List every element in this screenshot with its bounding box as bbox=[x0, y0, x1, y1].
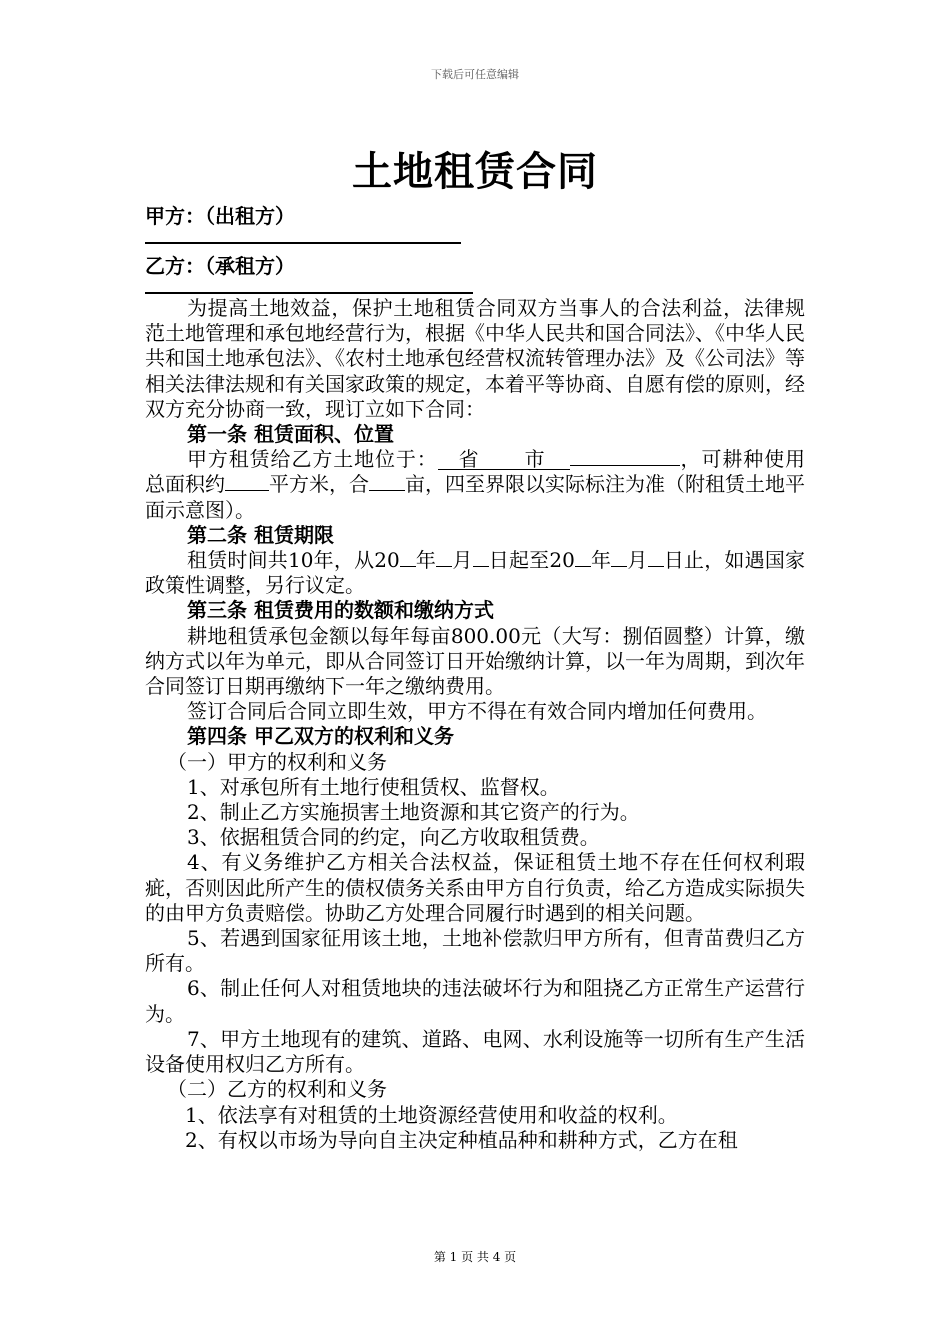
article-4-a-item: 7、甲方土地现有的建筑、道路、电网、水利设施等一切所有生产生活设备使用权归乙方所有。 bbox=[145, 1026, 805, 1077]
blank-end-day bbox=[648, 566, 664, 567]
article-4-a-item: 5、若遇到国家征用该土地，土地补偿款归甲方所有，但青苗费归乙方所有。 bbox=[145, 926, 805, 976]
blank-end-month bbox=[611, 566, 627, 567]
article-2-text-part: 年 bbox=[415, 548, 437, 573]
article-1-text-part: 甲方租赁给乙方土地位于： bbox=[187, 447, 438, 472]
article-2-text-part: 20 bbox=[374, 548, 400, 573]
article-1-heading: 第一条 租赁面积、位置 bbox=[187, 422, 394, 447]
article-4-subsection-a: （一）甲方的权利和义务 bbox=[167, 749, 387, 774]
article-4-b-item: 2、有权以市场为导向自主决定种植品种和耕种方式，乙方在租 bbox=[185, 1127, 738, 1152]
article-2-text-part: 日起至 bbox=[488, 548, 550, 573]
party-a-label: 甲方：（出租方） bbox=[145, 204, 295, 228]
article-4-heading: 第四条 甲乙双方的权利和义务 bbox=[187, 724, 454, 749]
article-4-a-item: 6、制止任何人对租赁地块的违法破坏行为和阻挠乙方正常生产运营行为。 bbox=[145, 976, 805, 1026]
article-2-text-part: 租赁时间共 bbox=[187, 548, 289, 573]
lease-years: 10 bbox=[288, 548, 314, 573]
preamble: 为提高土地效益，保护土地租赁合同双方当事人的合法利益，法律规范土地管理和承包地经营行为，根据《中华人民共和国合同法》、《中华人民共和国土地承包法》、《农村土地承包经营权流转管理办法》及《公司法》等相关法律法规和有关国家政策的规定，本着平等协商、自愿有偿的原则，经双方充分协商一致，现订立如下合同： bbox=[145, 296, 805, 421]
article-3-paragraph-1 bbox=[145, 624, 805, 700]
article-2-text-part: 年，从 bbox=[313, 548, 375, 573]
article-2-text-part: 年 bbox=[590, 548, 612, 573]
header-note: 下载后可任意编辑 bbox=[431, 68, 519, 81]
article-2-heading: 第二条 租赁期限 bbox=[187, 522, 334, 547]
article-1-text bbox=[145, 447, 805, 523]
article-2-text-part: 月 bbox=[452, 548, 473, 573]
article-2-text bbox=[145, 548, 805, 598]
article-4-subsection-b: （二）乙方的权利和义务 bbox=[167, 1077, 387, 1102]
contract-body bbox=[145, 296, 805, 1153]
article-4-b-item: 1、依法享有对租赁的土地资源经营使用和收益的权利。 bbox=[185, 1102, 678, 1127]
article-2-text-part: 月 bbox=[627, 548, 648, 573]
blank-start-year bbox=[400, 566, 416, 567]
blank-city: 市 bbox=[500, 449, 570, 470]
rent-amount: 800.00 bbox=[450, 623, 521, 648]
document-title: 土地租赁合同 bbox=[352, 149, 598, 195]
article-1-text-part: ，可耕种使用总面积约 bbox=[145, 447, 806, 497]
article-1-text-part: 亩，四至界限以实际标注为准（附租赁土地平面示意图）。 bbox=[145, 472, 805, 522]
article-4-a-item: 2、制止乙方实施损害土地资源和其它资产的行为。 bbox=[187, 800, 640, 825]
article-4-a-item: 4、有义务维护乙方相关合法权益，保证租赁土地不存在任何权利瑕疵，否则因此所产生的债权债务关系由甲方自行负责，给乙方造成实际损失的由甲方负责赔偿。协助乙方处理合同履行时遇到的相关问题。 bbox=[145, 850, 805, 925]
party-b-label: 乙方：（承租方） bbox=[145, 254, 295, 278]
blank-province: 省 bbox=[438, 449, 500, 470]
blank-start-month bbox=[436, 566, 452, 567]
article-2-text-part: 日止，如遇国家政策性调整，另行议定。 bbox=[145, 548, 806, 598]
article-2-text-part: 20 bbox=[549, 548, 575, 573]
article-3-text-part: 元（大写：捌佰圆整）计算，缴纳方式以年为单元，即从合同签订日开始缴纳计算，以一年为周期，到次年合同签订日期再缴纳下一年之缴纳费用。 bbox=[145, 623, 805, 699]
article-4-a-item: 1、对承包所有土地行使租赁权、监督权。 bbox=[187, 774, 560, 799]
party-a-signature-line bbox=[145, 242, 461, 244]
article-4-a-item: 3、依据租赁合同的约定，向乙方收取租赁费。 bbox=[187, 825, 600, 850]
blank-area-sqm bbox=[225, 490, 269, 491]
article-3-heading: 第三条 租赁费用的数额和缴纳方式 bbox=[187, 598, 494, 623]
article-3-text-part: 耕地租赁承包金额以每年每亩 bbox=[187, 623, 451, 648]
blank-start-day bbox=[473, 566, 489, 567]
blank-area-mu bbox=[369, 490, 405, 491]
blank-end-year bbox=[575, 566, 591, 567]
page-number: 第 1 页 共 4 页 bbox=[433, 1250, 517, 1264]
article-3-paragraph-2: 签订合同后合同立即生效，甲方不得在有效合同内增加任何费用。 bbox=[187, 699, 767, 724]
blank-address bbox=[570, 465, 680, 466]
article-1-text-part: 平方米，合 bbox=[269, 472, 369, 497]
party-b-signature-line bbox=[145, 292, 473, 294]
